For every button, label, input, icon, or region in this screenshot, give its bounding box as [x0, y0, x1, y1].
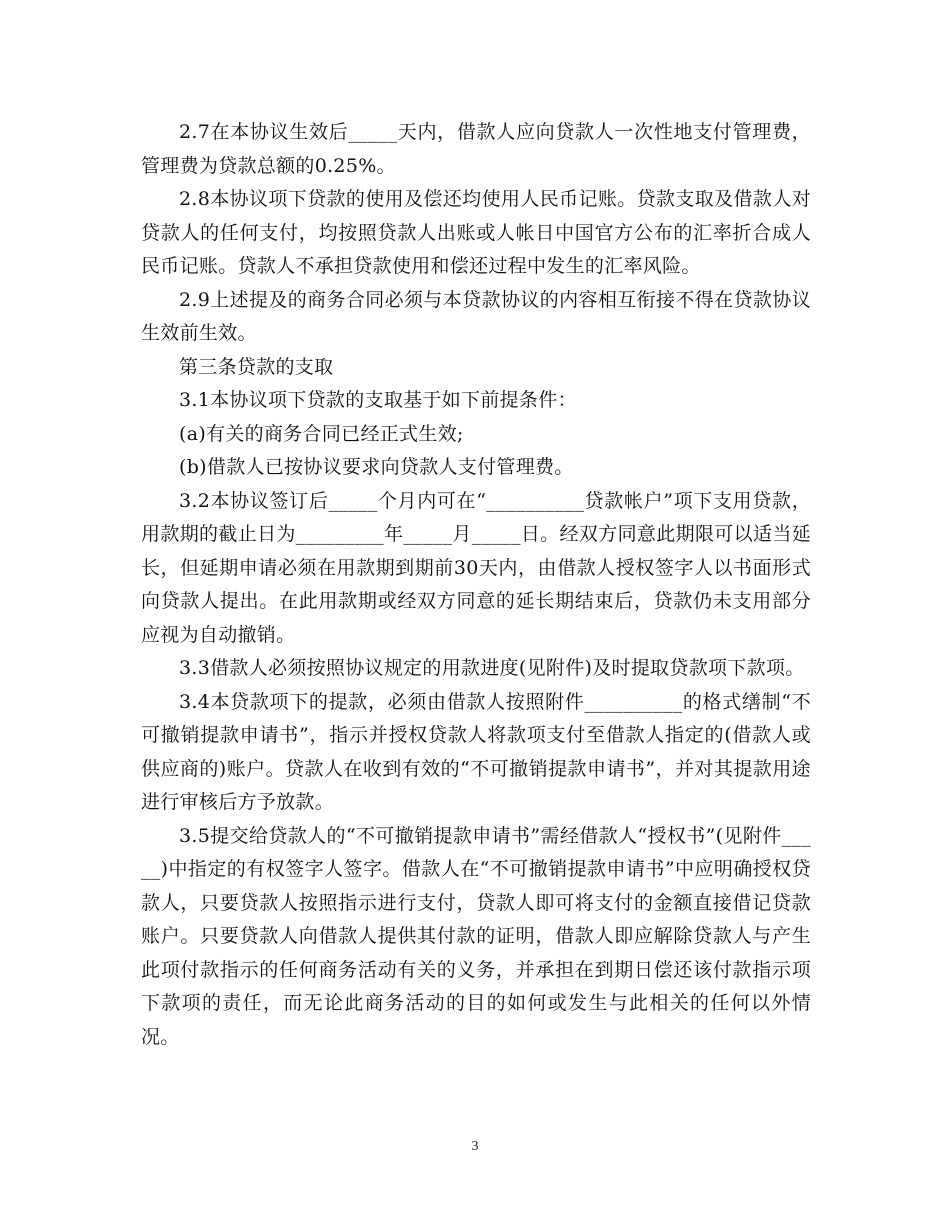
paragraph-3-1: 3.1本协议项下贷款的支取基于如下前提条件： — [179, 389, 577, 411]
paragraph-3-5: 3.5提交给贷款人的“不可撤销提款申请书”需经借款人“授权书”(见附件_____)中指定的有权签字人签字。借款人在“不可撤销提款申请书”中应明确授权贷款人，只要贷款人按照指示进行支付，贷款人即可将支付的金额直接借记贷款账户。只要贷款人向借款人提供其付款的证明，借款人即应解除贷款人与产生此项付款指示的任何商务活动有关的义务，并承担在到期日偿还该付款指示项下款项的责任，而无论此商务活动的目的如何或发生与此相关的任何以外情况。 — [141, 824, 811, 1048]
page-number: 3 — [471, 1139, 479, 1154]
paragraph-3-2: 3.2本协议签订后_____个月内可在“__________贷款帐户”项下支用贷款，用款期的截止日为_________年_____月_____日。经双方同意此期限可以适当延长，但延期申请必须在用款期到期前30天内，由借款人授权签字人以书面形式向贷款人提出。在此用款期或经双方同意的延长期结束后，贷款仍未支用部分应视为自动撤销。 — [141, 489, 811, 646]
paragraph-2-9: 2.9上述提及的商务合同必须与本贷款协议的内容相互衔接不得在贷款协议生效前生效。 — [141, 288, 811, 344]
condition-b: (b)借款人已按协议要求向贷款人支付管理费。 — [179, 456, 574, 478]
paragraph-3-4: 3.4本贷款项下的提款，必须由借款人按照附件__________的格式缮制“不可撤销提款申请书”，指示并授权贷款人将款项支付至借款人指定的(借款人或供应商的)账户。贷款人在收到有效的“不可撤销提款申请书”，并对其提款用途进行审核后方予放款。 — [141, 690, 811, 813]
condition-a: (a)有关的商务合同已经正式生效; — [179, 422, 464, 445]
paragraph-2-7: 2.7在本协议生效后_____天内，借款人应向贷款人一次性地支付管理费，管理费为贷款总额的0.25%。 — [141, 121, 811, 177]
paragraph-2-8: 2.8本协议项下贷款的使用及偿还均使用人民币记账。贷款支取及借款人对贷款人的任何支付，均按照贷款人出账或人帐日中国官方公布的汇率折合成人民币记账。贷款人不承担贷款使用和偿还过程中发生的汇率风险。 — [141, 188, 811, 277]
paragraph-3-3: 3.3借款人必须按照协议规定的用款进度(见附件)及时提取贷款项下款项。 — [179, 657, 805, 679]
section-heading-article-3: 第三条贷款的支取 — [179, 355, 334, 378]
document-body — [141, 116, 811, 1054]
